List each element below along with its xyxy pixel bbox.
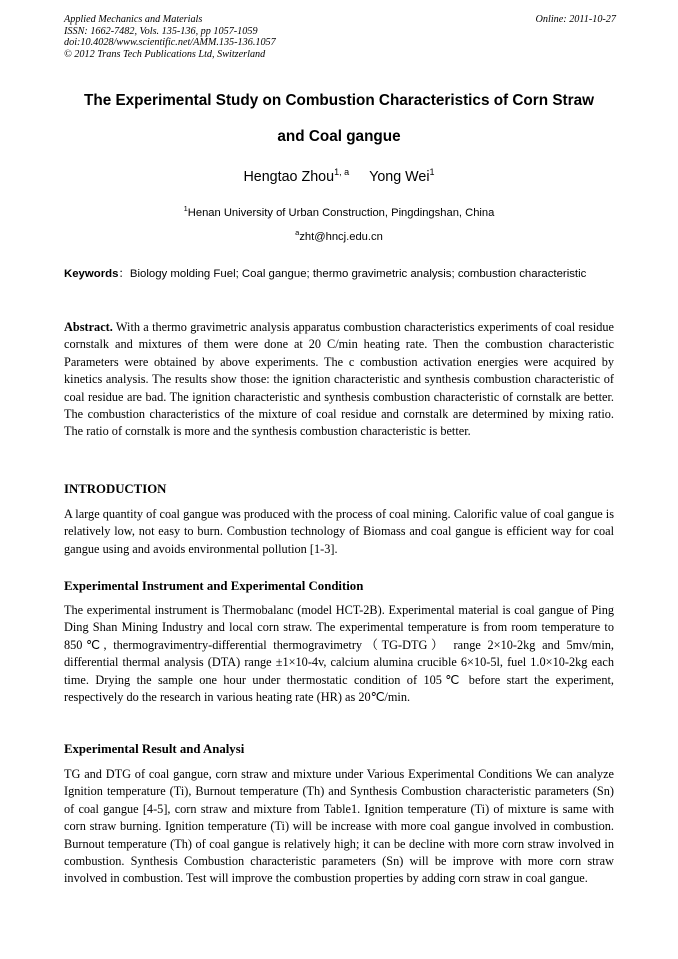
abstract-text: With a thermo gravimetric analysis apparatus combustion characteristics experiments of coal residue cornstalk and mixtures of them were done at 20 C/min heating rate. Then the combustion characteristic Parameters were obtained by above experiments. The c combustion activation energies were acquired by kinetics analysis. The results show those: the ignition characteristic and synthesis combustion characteristic of coal residue are bad. The ignition characteristic and synthesis combustion characteristic of cornstalk are better. The combustion characteristics of the mixture of coal residue and cornstalk are determined by mixing ratio. The ratio of cornstalk is more and the synthesis combustion characteristic is better. [64,320,614,439]
affiliation-mark: 1 [183,204,188,213]
paper-title-line-2: and Coal gangue [277,128,401,145]
email-text: zht@hncj.edu.cn [299,231,383,243]
journal-name: Applied Mechanics and Materials [64,14,203,25]
online-date: Online: 2011-10-27 [535,14,616,25]
journal-doi: doi:10.4028/www.scientific.net/AMM.135-136.1057 [64,37,276,48]
section-paragraph: The experimental instrument is Thermobalanc (model HCT-2B). Experimental material is coal gangue of Ping Ding Shan Mining Industry and local corn straw. The experimental temperature is from room temperature to 850℃, thermogravimentry-differential thermogravimetry（TG-DTG） range 2×10-2kg and 5mv/min, differential thermal analysis (DTA) range ±1×10-4v, calcium alumina crucible 6×10-5l, fuel 1.0×10-2kg each time. Drying the sample one hour under thermostatic condition of 105℃ before start the experiment, respectively do the research in various heating rate (HR) as 20℃/min. [64,603,614,705]
paper-title-line-1: The Experimental Study on Combustion Characteristics of Corn Straw [84,92,594,109]
section-heading: Experimental Instrument and Experimental Condition [64,579,364,593]
section-paragraph: A large quantity of coal gangue was produced with the process of coal mining. Calorific value of coal gangue is relatively low, not easy to burn. Combustion technology of Biomass and coal gangue is efficient way for coal gangue using and avoids environmental pollution [1-3]. [64,507,614,556]
author-list [0,167,678,185]
section-paragraph: TG and DTG of coal gangue, corn straw and mixture under Various Experimental Conditions We can analyze Ignition temperature (Ti), Burnout temperature (Th) and Synthesis Combustion characteristic parameters (Sn) of coal gangue [4-5], corn straw and mixture from Table1. Ignition temperature (Ti) of mixture is same with corn straw burning. Ignition temperature (Ti) will be increase with more coal gangue involved in combustion. Burnout temperature (Th) of coal gangue is relatively high; it can be decline with more corn straw involved in combustion. Synthesis Combustion characteristic parameters (Sn) will be improve with more corn straw involved in combustion. Test will improve the combustion properties by adding corn straw in coal gangue. [64,767,614,886]
author-affiliation-mark: 1 [429,167,435,177]
keywords-label: Keywords [64,268,119,280]
journal-header [64,14,616,60]
section-heading: INTRODUCTION [64,482,167,496]
email-mark: a [295,228,300,237]
abstract [64,319,614,441]
journal-copyright: © 2012 Trans Tech Publications Ltd, Switzerland [64,48,266,60]
affiliation-text: Henan University of Urban Construction, Pingdingshan, China [187,207,495,219]
author-affiliation-mark: 1, a [334,167,350,177]
keywords-separator: ： [118,268,130,280]
author-name: Hengtao Zhou [243,169,335,185]
abstract-label: Abstract. [64,320,113,334]
author-name: Yong Wei [369,169,430,185]
journal-issn: ISSN: 1662-7482, Vols. 135-136, pp 1057-1059 [64,25,258,37]
author-email [0,228,678,243]
keywords [64,265,614,283]
keywords-text: Biology molding Fuel; Coal gangue; thermo gravimetric analysis; combustion characteristic [129,268,587,280]
affiliation [0,204,678,219]
section-heading: Experimental Result and Analysi [64,742,245,756]
